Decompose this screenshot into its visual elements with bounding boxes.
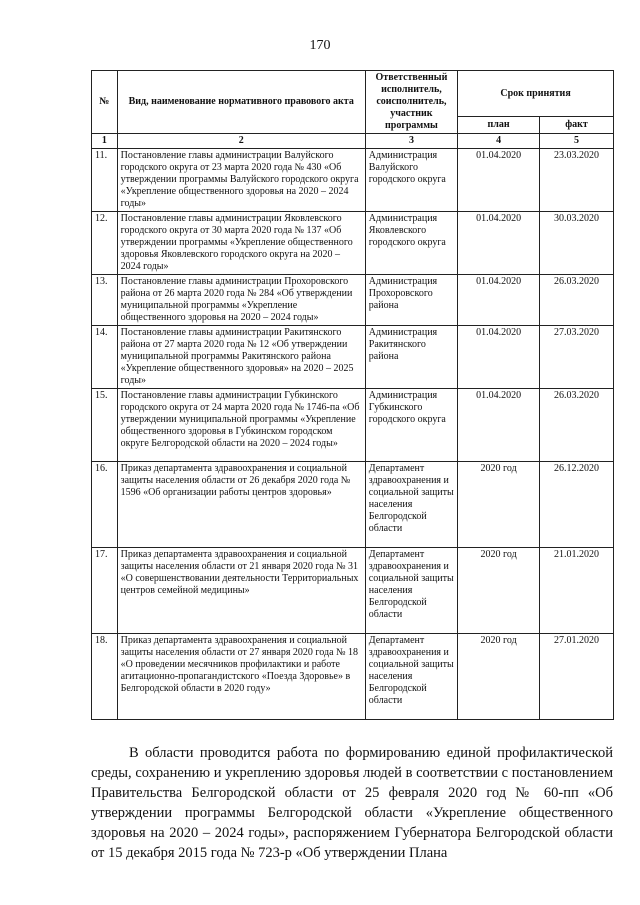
act-name: Постановление главы администрации Прохоровского района от 26 марта 2020 года № 284 «Об утверждении муниципальной программы «Укрепление общественного здоровья на 2020 – 2024 годы» [117,275,365,326]
header-responsible: Ответственный исполнитель, соисполнитель, участник программы [365,71,457,134]
fact-date: 26.03.2020 [540,275,614,326]
page-number: 170 [309,38,331,53]
plan-date: 01.04.2020 [458,389,540,462]
table-row [92,326,614,389]
act-name: Постановление главы администрации Яковлевского городского округа от 30 марта 2020 года № 137 «Об утверждении программы «Укрепление общественного здоровья Яковлевского городского округа на 2020 – 2024 годы» [117,212,365,275]
act-name: Приказ департамента здравоохранения и социальной защиты населения области от 21 января 2020 года № 31 «О совершенствовании деятельности Территориальных центров семейной медицины» [117,548,365,634]
act-name: Постановление главы администрации Ракитянского района от 27 марта 2020 года № 12 «Об утверждении муниципальной программы Ракитянского района «Укрепление общественного здоровья» на 2020 – 2025 годы» [117,326,365,389]
row-number: 12. [92,212,118,275]
act-name: Постановление главы администрации Губкинского городского округа от 24 марта 2020 года № 1746-па «Об утверждении муниципальной программы «Укрепление общественного здоровья в Губкинском городском округе Белгородской области на 2020 – 2024 годы» [117,389,365,462]
row-number: 14. [92,326,118,389]
responsible: Департамент здравоохранения и социальной защиты населения Белгородской области [365,462,457,548]
header-plan: план [458,117,540,134]
row-number: 17. [92,548,118,634]
plan-date: 01.04.2020 [458,149,540,212]
responsible: Администрация Губкинского городского округа [365,389,457,462]
responsible: Администрация Ракитянского района [365,326,457,389]
plan-date: 2020 год [458,548,540,634]
paragraph-text: В области проводится работа по формированию единой профилактической среды, сохранению и укреплению здоровья людей в соответствии с постановлением Правительства Белгородской области от 25 февраля 2020 год № 60-пп «Об утверждении программы Белгородской области «Укрепление общественного здоровья на 2020 – 2024 годы», распоряжением Губернатора Белгородской области от 15 декабря 2015 года № 723-р «Об утверждении Плана [91,745,613,861]
column-index: 1 [92,134,118,149]
header-fact: факт [540,117,614,134]
regulatory-acts-table [91,70,614,720]
fact-date: 23.03.2020 [540,149,614,212]
row-number: 16. [92,462,118,548]
column-index: 4 [458,134,540,149]
fact-date: 21.01.2020 [540,548,614,634]
column-index: 3 [365,134,457,149]
row-number: 13. [92,275,118,326]
fact-date: 26.12.2020 [540,462,614,548]
table-row [92,548,614,634]
responsible: Администрация Валуйского городского округа [365,149,457,212]
row-number: 15. [92,389,118,462]
plan-date: 2020 год [458,462,540,548]
column-index-row [92,134,614,149]
plan-date: 01.04.2020 [458,212,540,275]
act-name: Постановление главы администрации Валуйского городского округа от 23 марта 2020 года № 430 «Об утверждении программы Валуйского городского округа «Укрепление общественного здоровья на 2020 – 2024 годы» [117,149,365,212]
act-name: Приказ департамента здравоохранения и социальной защиты населения области от 26 декабря 2020 года № 1596 «Об организации работы центров здоровья» [117,462,365,548]
fact-date: 30.03.2020 [540,212,614,275]
table-row [92,389,614,462]
header-deadline: Срок принятия [458,71,614,117]
header-name: Вид, наименование нормативного правового акта [117,71,365,134]
responsible: Департамент здравоохранения и социальной защиты населения Белгородской области [365,548,457,634]
plan-date: 2020 год [458,634,540,720]
column-index: 2 [117,134,365,149]
responsible: Администрация Яковлевского городского округа [365,212,457,275]
fact-date: 27.01.2020 [540,634,614,720]
table-row [92,212,614,275]
header-num: № [92,71,118,134]
plan-date: 01.04.2020 [458,275,540,326]
fact-date: 27.03.2020 [540,326,614,389]
table-row [92,634,614,720]
responsible: Департамент здравоохранения и социальной защиты населения Белгородской области [365,634,457,720]
table-row [92,462,614,548]
column-index: 5 [540,134,614,149]
table-row [92,149,614,212]
fact-date: 26.03.2020 [540,389,614,462]
plan-date: 01.04.2020 [458,326,540,389]
table-row [92,275,614,326]
row-number: 18. [92,634,118,720]
responsible: Администрация Прохоровского района [365,275,457,326]
row-number: 11. [92,149,118,212]
body-paragraph [91,743,613,863]
act-name: Приказ департамента здравоохранения и социальной защиты населения области от 27 января 2020 года № 18 «О проведении месячников профилактики и работе агитационно-пропагандистского «Поезда Здоровье» в Белгородской области в 2020 году» [117,634,365,720]
